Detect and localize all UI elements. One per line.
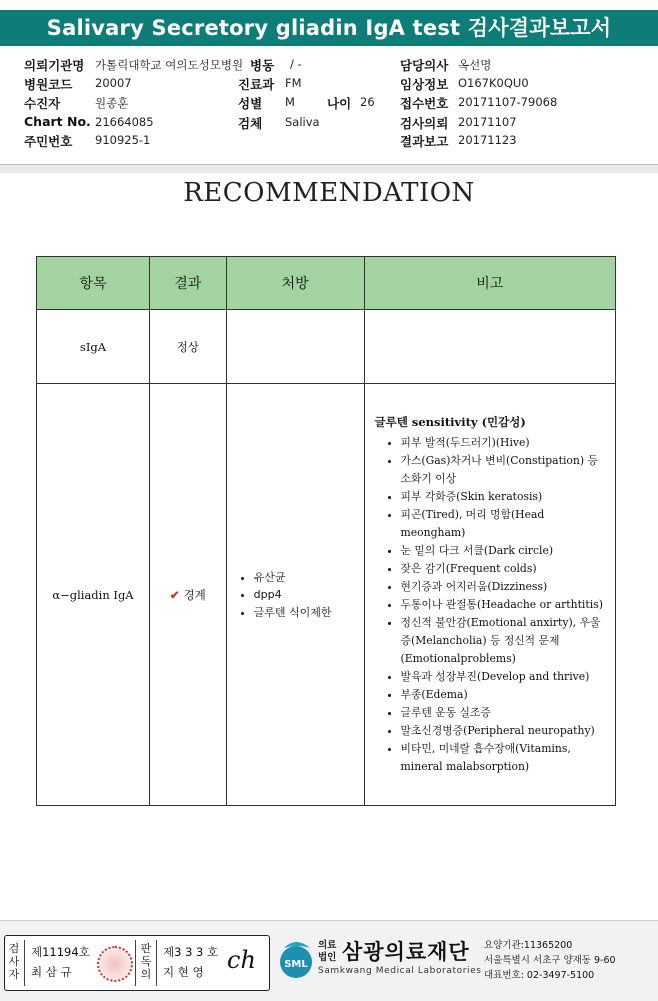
seal-stamp-icon: [97, 946, 133, 982]
institution-label: 의뢰기관명: [24, 58, 85, 73]
org-prefix: [318, 940, 336, 964]
report-date-value: 20171123: [458, 133, 517, 147]
symptom-item: • 말초신경병증(Peripheral neuropathy): [401, 722, 609, 740]
signature-box: [4, 935, 270, 991]
org-code: 요양기관:11365200: [484, 940, 573, 951]
clinical-value: O167K0QU0: [458, 76, 529, 90]
clinical-label: 임상정보: [400, 77, 449, 92]
patient-label: 수진자: [24, 96, 61, 111]
age-label: 나이: [327, 96, 352, 111]
request-date-value: 20171107: [458, 115, 517, 129]
request-date-label: 검사의뢰: [400, 116, 449, 131]
row-prescription: [226, 384, 364, 806]
doctor-label: 담당의사: [400, 58, 449, 73]
reviewer-name: 지 현 영: [163, 965, 204, 979]
hospital-code-value: 20007: [95, 76, 132, 90]
sex-label: 성별: [238, 96, 263, 111]
ward-value: / -: [290, 57, 302, 71]
symptom-item: • 피부 발적(두드러기)(Hive): [401, 434, 609, 452]
top-border: [0, 0, 658, 8]
dept-label: 진료과: [238, 77, 275, 92]
hospital-code-label: 병원코드: [24, 77, 73, 92]
age-value: 26: [360, 95, 375, 109]
result-value: 경계: [183, 587, 206, 602]
symptom-item: • 눈 밑의 다크 서클(Dark circle): [401, 542, 609, 560]
chart-value: 21664085: [95, 115, 154, 129]
divider: [135, 940, 136, 986]
specimen-label: 검체: [238, 116, 263, 131]
check-icon: ✔: [169, 587, 180, 602]
doctor-value: 옥선명: [458, 58, 492, 72]
id-label: 주민번호: [24, 134, 73, 149]
symptom-item: • 피곤(Tired), 머리 멍함(Head meongham): [401, 506, 609, 542]
symptom-item: • 발육과 성장부진(Develop and thrive): [401, 668, 609, 686]
sex-value: M: [285, 95, 295, 109]
header-result: 결과: [149, 257, 226, 310]
divider: [156, 940, 157, 986]
ward-label: 병동: [250, 58, 275, 73]
row-result: [149, 384, 226, 806]
row-remarks: [364, 310, 615, 384]
tester-license: 제11194호: [31, 945, 90, 959]
specimen-value: Saliva: [285, 115, 320, 129]
symptom-item: • 정신적 불안감(Emotional anxirty), 우울증(Melancholia) 등 정신적 문제(Emotionalproblems): [401, 614, 609, 668]
chart-label: Chart No.: [24, 114, 91, 129]
divider: [24, 940, 25, 986]
row-item: α−gliadin IgA: [37, 384, 150, 806]
org-contact: [484, 938, 616, 983]
row-result: 정상: [149, 310, 226, 384]
symptom-item: • 가스(Gas)차거나 변비(Constipation) 등 소화기 이상: [401, 452, 609, 488]
symptom-item: • 잦은 감기(Frequent colds): [401, 560, 609, 578]
symptom-item: • 피부 각화증(Skin keratosis): [401, 488, 609, 506]
row-remarks: [364, 384, 615, 806]
patient-info-panel: [0, 52, 658, 165]
symptom-item: • 글루텐 운동 실조증: [401, 704, 609, 722]
header-prescription: 처방: [226, 257, 364, 310]
signature: ch: [227, 946, 256, 974]
org-phone: 대표번호: 02-3497-5100: [484, 970, 595, 981]
dept-value: FM: [285, 76, 302, 90]
prescription-item: • 유산균: [254, 569, 363, 585]
report-date-label: 결과보고: [400, 134, 449, 149]
row-item: sIgA: [37, 310, 150, 384]
id-value: 910925-1: [95, 133, 151, 147]
prescription-item: • 글루텐 식이제한: [254, 604, 363, 620]
header-item: 항목: [37, 257, 150, 310]
result-table: [36, 256, 616, 806]
symptom-item: • 비타민, 미네랄 흡수장애(Vitamins, mineral malabsorption): [401, 740, 609, 776]
row-prescription: [226, 310, 364, 384]
table-header-row: [37, 257, 616, 310]
patient-value: 원종훈: [95, 96, 129, 110]
org-name: 삼광의료재단: [342, 940, 470, 964]
table-row: [37, 310, 616, 384]
notes-title: 글루텐 sensitivity (민감성): [374, 414, 526, 429]
logo-text: SML: [284, 959, 308, 970]
org-prefix-1: 의료: [318, 940, 337, 951]
org-address: 서울특별시 서초구 양재동 9-60: [484, 955, 616, 966]
symptom-item: • 두통이나 관절통(Headache or arthtitis): [401, 596, 609, 614]
reviewer-label: 판독의: [140, 942, 152, 981]
org-prefix-2: 법인: [318, 952, 337, 963]
prescription-item: • dpp4: [254, 588, 363, 601]
reviewer-license: 제3 3 3 호: [163, 945, 219, 959]
reception-value: 20171107-79068: [458, 95, 558, 109]
symptom-item: • 부종(Edema): [401, 686, 609, 704]
symptom-item: • 현기증과 어지러움(Dizziness): [401, 578, 609, 596]
header-remarks: 비고: [364, 257, 615, 310]
reception-label: 접수번호: [400, 96, 449, 111]
sml-logo-icon: [276, 938, 316, 980]
recommendation-title: RECOMMENDATION: [183, 178, 475, 208]
separator-band: [0, 165, 658, 173]
institution-value: 가톨릭대학교 여의도성모병원: [95, 58, 244, 72]
tester-label: 검사자: [8, 942, 20, 981]
org-english-name: Samkwang Medical Laboratories: [318, 966, 482, 976]
table-row: [37, 384, 616, 806]
report-title: Salivary Secretory gliadin IgA test 검사결과보고서: [0, 10, 658, 46]
tester-name: 최 삼 규: [31, 965, 72, 979]
